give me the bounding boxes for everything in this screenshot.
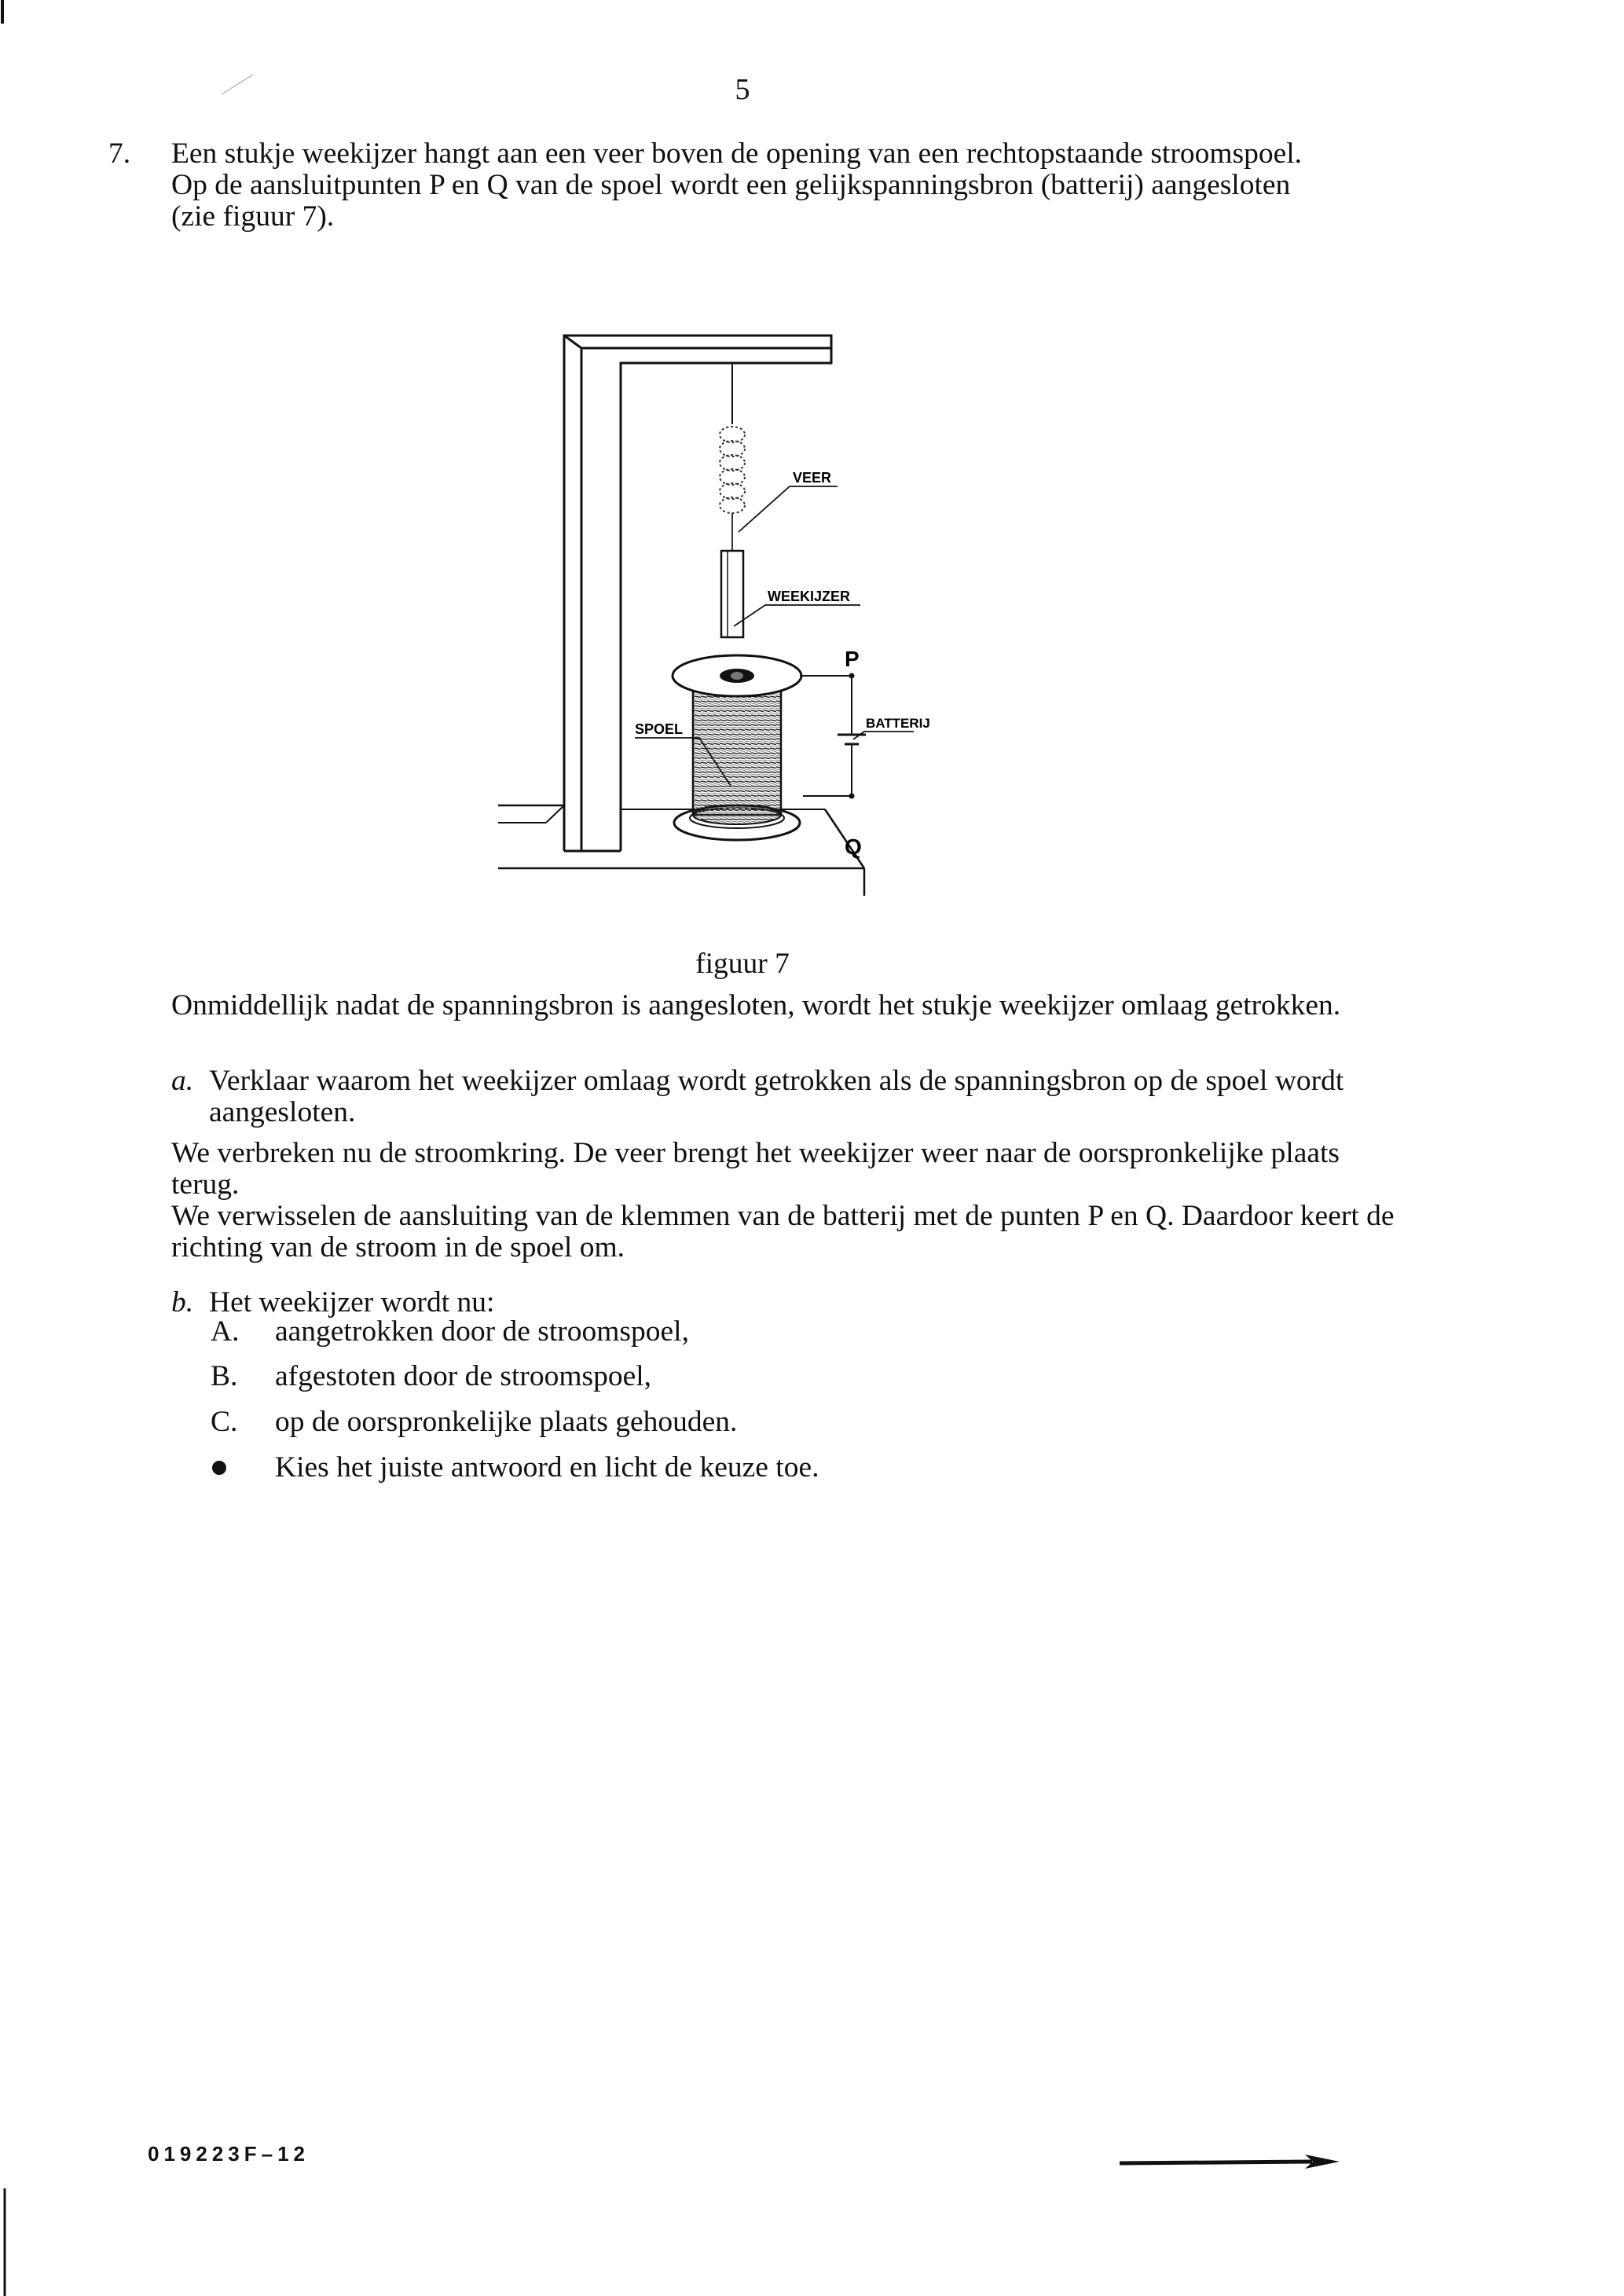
footer-code: 019223F–12: [148, 2142, 310, 2166]
option-a-letter: A.: [211, 1315, 240, 1348]
part-b-label: b.: [171, 1286, 194, 1319]
part-a-label: a.: [171, 1065, 194, 1097]
option-b-letter: B.: [211, 1360, 238, 1392]
option-c-text: op de oorspronkelijke plaats gehouden.: [275, 1406, 738, 1438]
terminal-p: [849, 673, 855, 679]
middle-text: [171, 1138, 1397, 1264]
part-b: [171, 1287, 1397, 1319]
option-b-text: afgestoten door de stroomspoel,: [275, 1360, 652, 1392]
label-batterij: BATTERIJ: [866, 716, 930, 731]
label-weekijzer: WEEKIJZER: [768, 589, 851, 604]
figure-7: [487, 318, 1053, 908]
instruction: [211, 1452, 819, 1484]
circuit-wires: [800, 676, 866, 796]
option-c: [211, 1407, 737, 1438]
option-b: [211, 1361, 651, 1392]
option-a: [211, 1316, 689, 1348]
soft-iron-bar: [721, 551, 743, 637]
page-number: 5: [735, 73, 750, 106]
next-page-arrow-icon: [1120, 2151, 1340, 2173]
label-veer: VEER: [793, 470, 832, 486]
figure-7-drawing: [487, 318, 1053, 908]
after-figure-text: [171, 990, 1397, 1021]
question-paragraph-2: Op de aansluitpunten P en Q van de spoel wordt een gelijkspanningsbron (batterij) aangesloten (zie figuur 7).: [171, 169, 1291, 233]
label-spoel: SPOEL: [635, 721, 684, 737]
option-a-text: aangetrokken door de stroomspoel,: [275, 1315, 689, 1348]
figure-caption: figuur 7: [695, 948, 790, 980]
terminal-q: [849, 794, 855, 799]
question-7: [108, 138, 1334, 233]
after-figure-paragraph: Onmiddellijk nadat de spanningsbron is aangesloten, wordt het stukje weekijzer omlaag getrokken.: [171, 989, 1341, 1021]
option-c-letter: C.: [211, 1406, 238, 1438]
label-q: Q: [845, 834, 862, 859]
spring: [720, 427, 745, 551]
part-a-text: Verklaar waarom het weekijzer omlaag wordt getrokken als de spanningsbron op de spoel wordt aangesloten.: [209, 1065, 1344, 1128]
part-a: [171, 1065, 1397, 1128]
instruction-text: Kies het juiste antwoord en licht de keuze toe.: [275, 1451, 819, 1484]
question-number: 7.: [108, 138, 131, 170]
question-paragraph-1: Een stukje weekijzer hangt aan een veer boven de opening van een rechtopstaande stroomspoel.: [171, 138, 1303, 170]
bullet-icon: [212, 1461, 226, 1475]
middle-paragraph-2: We verwisselen de aansluiting van de klemmen van de batterij met de punten P en Q. Daardoor keert de richting van de stroom in de spoel om.: [171, 1200, 1395, 1264]
coil: [673, 655, 801, 840]
part-b-text: Het weekijzer wordt nu:: [209, 1286, 495, 1319]
middle-paragraph-1: We verbreken nu de stroomkring. De veer brengt het weekijzer weer naar de oorspronkelijke plaats terug.: [171, 1137, 1340, 1201]
label-p: P: [845, 647, 860, 671]
